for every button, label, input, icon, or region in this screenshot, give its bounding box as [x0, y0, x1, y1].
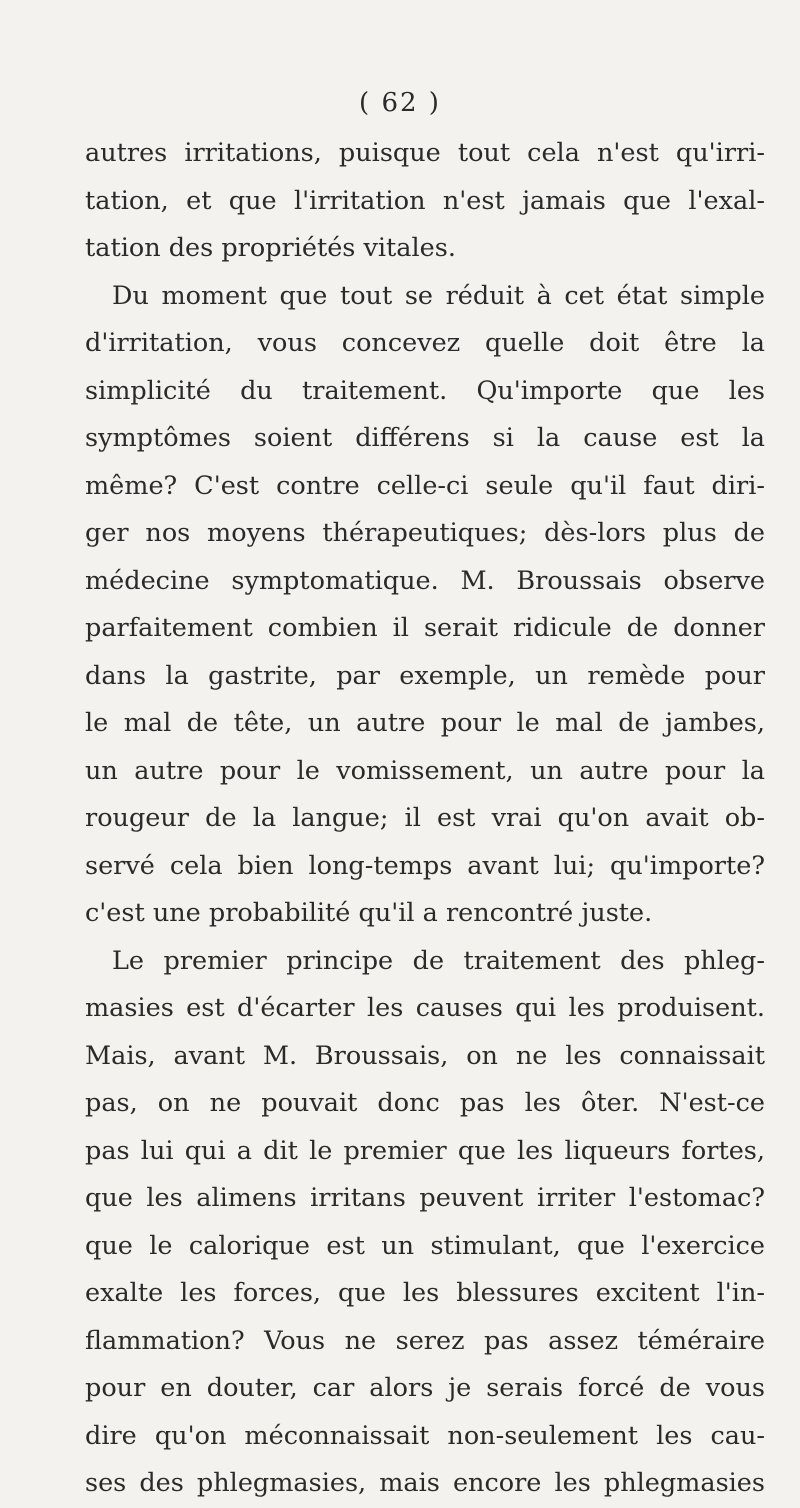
- text-line: simplicité du traitement. Qu'importe que les: [85, 375, 765, 406]
- text-line: ses des phlegmasies, mais encore les phlegmasies: [85, 1468, 765, 1498]
- text-line: un autre pour le vomissement, un autre pour la: [85, 755, 765, 786]
- text-line: flammation? Vous ne serez pas assez téméraire: [85, 1325, 765, 1356]
- text-line: dans la gastrite, par exemple, un remède pour: [85, 660, 765, 691]
- text-line: exalte les forces, que les blessures excitent l'in-: [85, 1278, 765, 1308]
- text-line: d'irritation, vous concevez quelle doit être la: [85, 328, 765, 358]
- text-line: dire qu'on méconnaissait non-seulement les cau-: [85, 1420, 765, 1451]
- text-line: Mais, avant M. Broussais, on ne les connaissait: [85, 1040, 765, 1071]
- text-line: ger nos moyens thérapeutiques; dès-lors plus de: [85, 518, 765, 548]
- text-line: tation, et que l'irritation n'est jamais que l'exal-: [85, 185, 765, 216]
- text-line: rougeur de la langue; il est vrai qu'on avait ob-: [85, 803, 765, 833]
- paragraph-start-line: Le premier principe de traitement des phleg-: [112, 945, 765, 976]
- text-line: autres irritations, puisque tout cela n'est qu'irri-: [85, 138, 765, 168]
- page-number: ( 62 ): [359, 88, 441, 118]
- text-line: masies est d'écarter les causes qui les produisent.: [85, 993, 765, 1023]
- text-line: servé cela bien long-temps avant lui; qu'importe?: [85, 850, 765, 881]
- text-line: tation des propriétés vitales.: [85, 233, 456, 263]
- text-line: que le calorique est un stimulant, que l'exercice: [85, 1230, 765, 1261]
- text-line: c'est une probabilité qu'il a rencontré juste.: [85, 898, 653, 928]
- text-line: que les alimens irritans peuvent irriter l'estomac?: [85, 1183, 765, 1213]
- paragraph-start-line: Du moment que tout se réduit à cet état simple: [112, 280, 765, 311]
- text-line: le mal de tête, un autre pour le mal de jambes,: [85, 708, 765, 738]
- text-line: pas, on ne pouvait donc pas les ôter. N'est-ce: [85, 1088, 765, 1118]
- text-line: symptômes soient différens si la cause est la: [85, 423, 765, 453]
- body-text: [85, 130, 765, 1508]
- text-line: parfaitement combien il serait ridicule de donner: [85, 613, 765, 643]
- text-line: pour en douter, car alors je serais forcé de vous: [85, 1373, 765, 1403]
- text-line: pas lui qui a dit le premier que les liqueurs fortes,: [85, 1135, 765, 1166]
- text-line: même? C'est contre celle-ci seule qu'il faut diri-: [85, 470, 765, 501]
- text-line: médecine symptomatique. M. Broussais observe: [85, 565, 765, 596]
